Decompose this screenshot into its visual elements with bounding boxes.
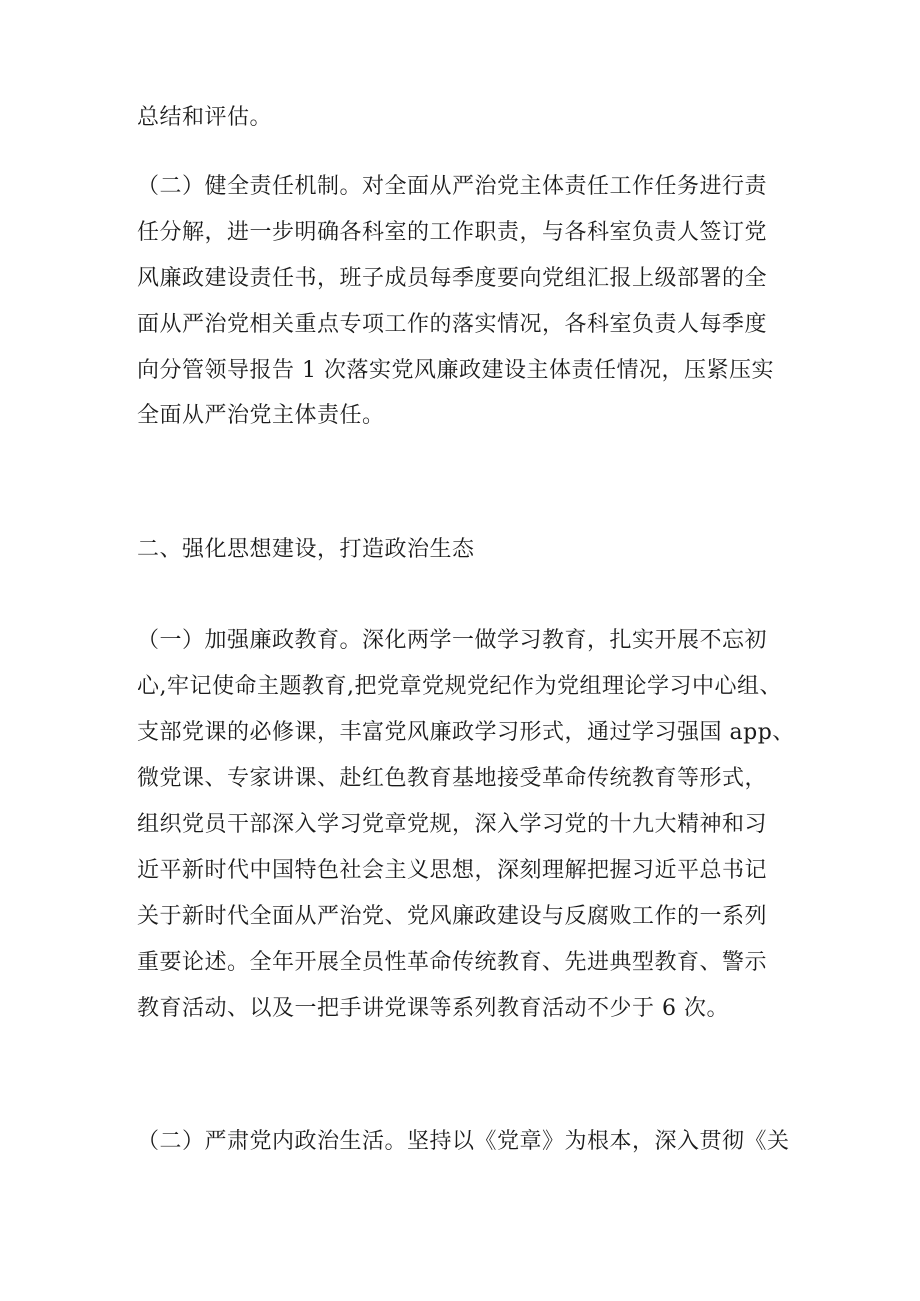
text-line: 微党课、专家讲课、赴红色教育基地接受革命传统教育等形式， [137,766,768,791]
text-line: 近平新时代中国特色社会主义思想，深刻理解把握习近平总书记 [137,858,768,883]
text-line: 支部党课的必修课，丰富党风廉政学习形式，通过学习强国 app、 [137,720,795,745]
text-line: 风廉政建设责任书，班子成员每季度要向党组汇报上级部署的全 [137,266,768,291]
section-heading: 二、强化思想建设，打造政治生态 [137,537,475,562]
text-line: （二）严肃党内政治生活。坚持以《党章》为根本，深入贯彻《关 [137,1129,790,1154]
text-line: 关于新时代全面从严治党、党风廉政建设与反腐败工作的一系列 [137,904,768,929]
text-line: 面从严治党相关重点专项工作的落实情况，各科室负责人每季度 [137,312,768,337]
text-line: 全面从严治党主体责任。 [137,403,385,428]
text-line: 教育活动、以及一把手讲党课等系列教育活动不少于 6 次。 [137,996,729,1021]
text-line: （一）加强廉政教育。深化两学一做学习教育，扎实开展不忘初 [137,628,768,653]
text-line: 任分解，进一步明确各科室的工作职责，与各科室负责人签订党 [137,220,768,245]
text-line: （二）健全责任机制。对全面从严治党主体责任工作任务进行责 [137,174,768,199]
text-line: 组织党员干部深入学习党章党规，深入学习党的十九大精神和习 [137,812,768,837]
text-line: 心,牢记使命主题教育,把党章党规党纪作为党组理论学习中心组、 [137,674,782,699]
text-line: 总结和评估。 [137,105,273,130]
text-line: 向分管领导报告 1 次落实党风廉政建设主体责任情况，压紧压实 [137,358,774,383]
text-line: 重要论述。全年开展全员性革命传统教育、先进典型教育、警示 [137,950,768,975]
